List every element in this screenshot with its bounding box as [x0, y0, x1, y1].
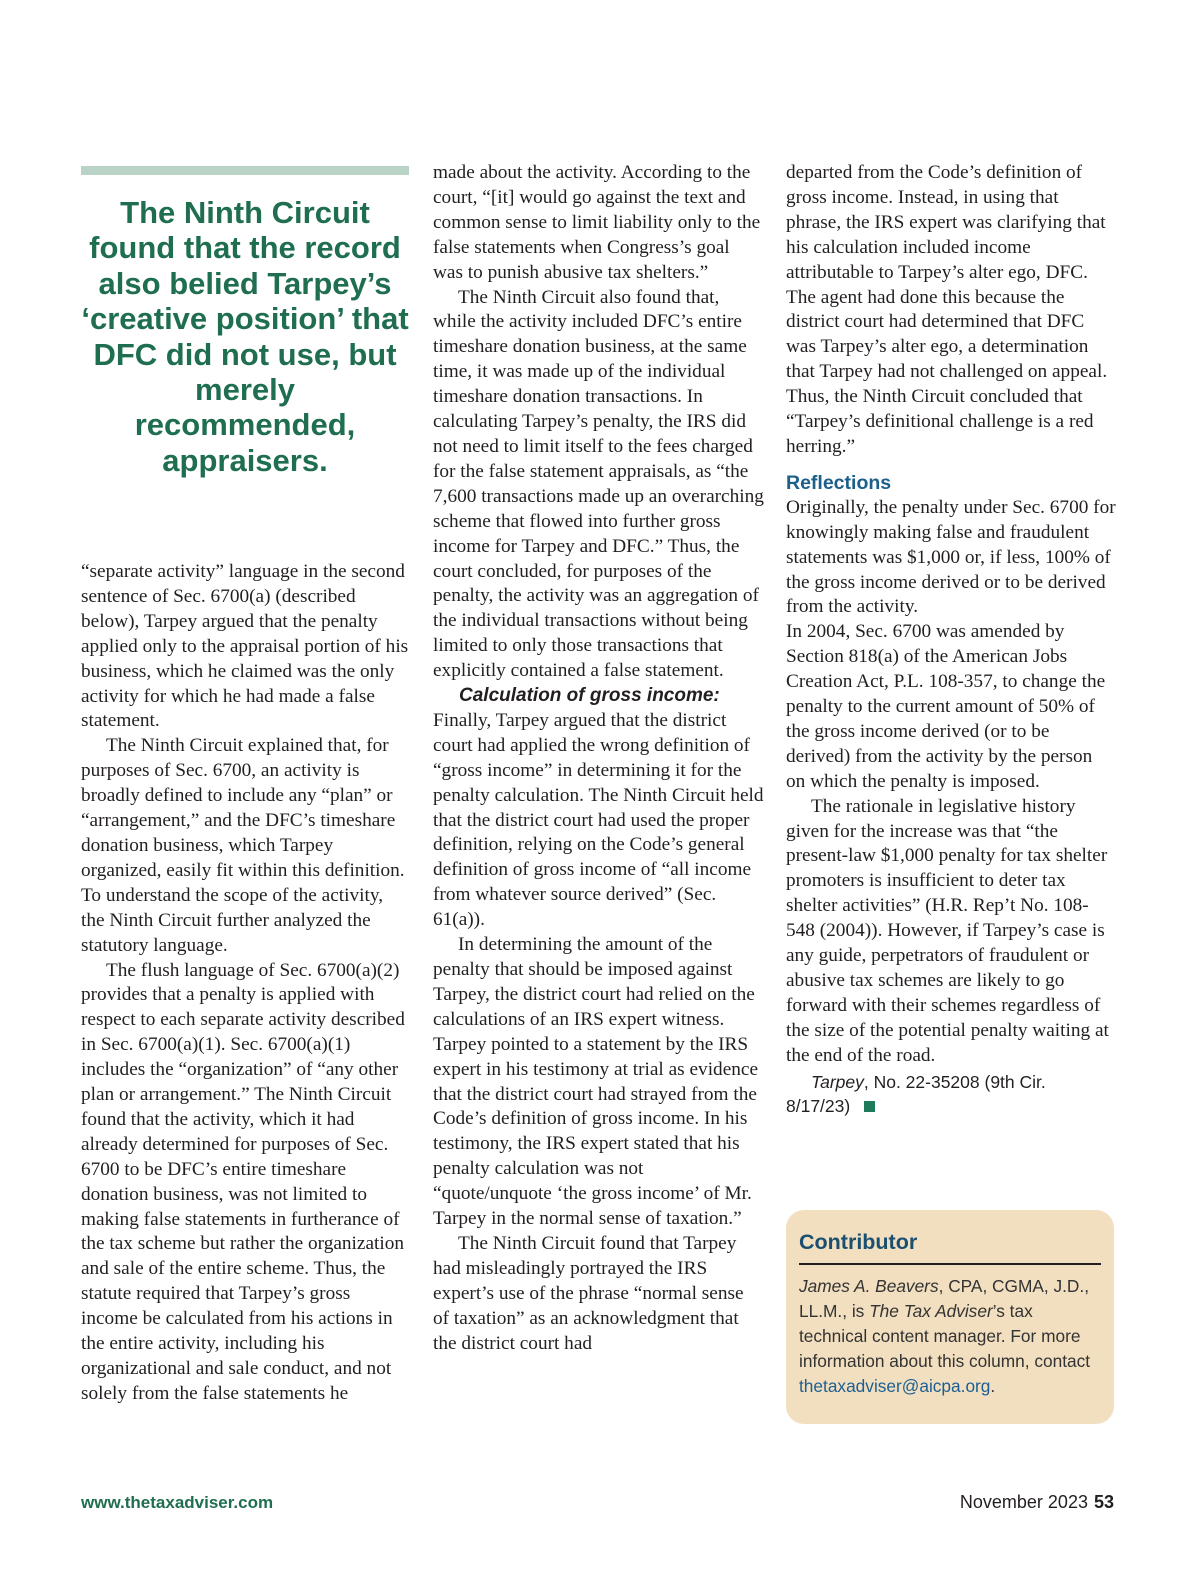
paragraph: “separate activity” language in the second sentence of Sec. 6700(a) (described below), Tarpey argued that the penalty applied only to the appraisal portion of his business, which he claimed was the only activity for which he had made a false statement. [81, 561, 409, 732]
paragraph: The Ninth Circuit also found that, while the activity included DFC’s entire timeshare donation business, at the same time, it was made up of the individual timeshare donation transactions. In calculating Tarpey’s penalty, the IRS did not need to limit itself to the fees charged for the false statement appraisals, as “the 7,600 transactions made up an overarching scheme that flowed into further gross income for Tarpey and DFC.” Thus, the court concluded, for purposes of the penalty, the activity was an aggregation of the individual transactions without being limited to only those transactions that explicitly contained a false statement. [433, 286, 764, 682]
contact-email-link[interactable]: thetaxadviser@aicpa.org [799, 1376, 991, 1396]
end-mark-square-icon [864, 1101, 875, 1112]
subheading-gross-income: Calculation of gross income: [459, 685, 720, 707]
contributor-box [786, 1210, 1114, 1424]
issue-date: November 2023 [959, 1492, 1088, 1512]
page-number: 53 [1093, 1492, 1114, 1512]
column-2 [433, 161, 764, 1357]
column-1 [81, 560, 411, 1407]
case-citation-date: 8/17/23) [786, 1094, 1116, 1119]
column-3 [786, 161, 1116, 1119]
paragraph: made about the activity. According to the court, “[it] would go against the text and common sense to limit liability only to the false statements when Congress’s goal was to punish abusive tax shelters.” [433, 162, 761, 283]
paragraph: Finally, Tarpey argued that the district court had applied the wrong definition of “gross income” in determining it for the penalty calculation. The Ninth Circuit held that the district court had used the proper definition, relying on the Code’s general definition of gross income of “all income from whatever source derived” (Sec. 61(a)). [433, 709, 764, 931]
paragraph: The Ninth Circuit found that Tarpey had misleadingly portrayed the IRS expert’s use of the phrase “normal sense of taxation” as an acknowledgment that the district court had [433, 1232, 744, 1354]
paragraph: In determining the amount of the penalty that should be imposed against Tarpey, the district court had relied on the calculations of an IRS expert witness. Tarpey pointed to a statement by the IRS expert in his testimony at trial as evidence that the district court had strayed from the Code’s definition of gross income. In his testimony, the IRS expert stated that his penalty calculation was not “quote/unquote ‘the gross income’ of Mr. Tarpey in the normal sense of taxation.” [433, 934, 759, 1230]
divider [799, 1263, 1101, 1265]
paragraph: Originally, the penalty under Sec. 6700 for knowingly making false and fraudulent statements was $1,000 or, if less, 100% of the gross income derived or to be derived from the activity. [786, 496, 1116, 618]
pull-quote: The Ninth Circuit found that the record also belied Tarpey’s ‘creative position’ that DFC did not use, but merely recommended, appraisers. [81, 195, 409, 478]
footer-date-page [960, 1492, 1114, 1513]
reflections-heading: Reflections [786, 471, 892, 494]
contributor-name: James A. Beavers [799, 1276, 939, 1296]
paragraph: departed from the Code’s definition of gross income. Instead, in using that phrase, the IRS expert was clarifying that his calculation included income attributable to Tarpey’s alter ego, DFC. The agent had done this because the district court had determined that DFC was Tarpey’s alter ego, a determination that Tarpey had not challenged on appeal. Thus, the Ninth Circuit concluded that “Tarpey’s definitional challenge is a red herring.” [786, 162, 1108, 457]
paragraph: The rationale in legislative history given for the increase was that “the present-law $1,000 penalty for tax shelter promoters is insufficient to deter tax shelter activities” (H.R. Rep’t No. 108-548 (2004)). However, if Tarpey’s case is any guide, perpetrators of fraudulent or abusive tax schemes are likely to go forward with their schemes regardless of the size of the potential penalty waiting at the end of the road. [786, 795, 1109, 1066]
contributor-bio: James A. Beavers, CPA, CGMA, J.D., LL.M., is The Tax Adviser’s tax technical content manager. For more information about this column, contact thetaxadviser@aicpa.org. [799, 1276, 1091, 1396]
pull-quote-bar [81, 166, 409, 175]
paragraph: The flush language of Sec. 6700(a)(2) provides that a penalty is applied with respect to each separate activity described in Sec. 6700(a)(1). Sec. 6700(a)(1) includes the “organization” of “any other plan or arrangement.” The Ninth Circuit found that the activity, which it had already determined for purposes of Sec. 6700 to be DFC’s entire timeshare donation business, was not limited to making false statements in furtherance of the tax scheme but rather the organization and sale of the entire scheme. Thus, the statute required that Tarpey’s gross income be calculated from his actions in the entire activity, including his organizational and sale conduct, and not solely from the false statements he [81, 959, 405, 1404]
paragraph: In 2004, Sec. 6700 was amended by Section 818(a) of the American Jobs Creation Act, P.L. 108-357, to change the penalty to the current amount of 50% of the gross income derived (or to be derived) from the activity by the person on which the penalty is imposed. [786, 621, 1106, 792]
case-name: Tarpey [811, 1071, 864, 1092]
case-citation: Tarpey, No. 22-35208 (9th Cir. [811, 1071, 1046, 1092]
contributor-title: Contributor [799, 1230, 918, 1254]
publication-name: The Tax Adviser [869, 1301, 993, 1321]
footer-website: www.thetaxadviser.com [81, 1493, 274, 1512]
paragraph: The Ninth Circuit explained that, for purposes of Sec. 6700, an activity is broadly defined to include any “plan” or “arrangement,” and the DFC’s timeshare donation business, which Tarpey organized, easily fit within this definition. To understand the scope of the activity, the Ninth Circuit further analyzed the statutory language. [81, 735, 405, 956]
